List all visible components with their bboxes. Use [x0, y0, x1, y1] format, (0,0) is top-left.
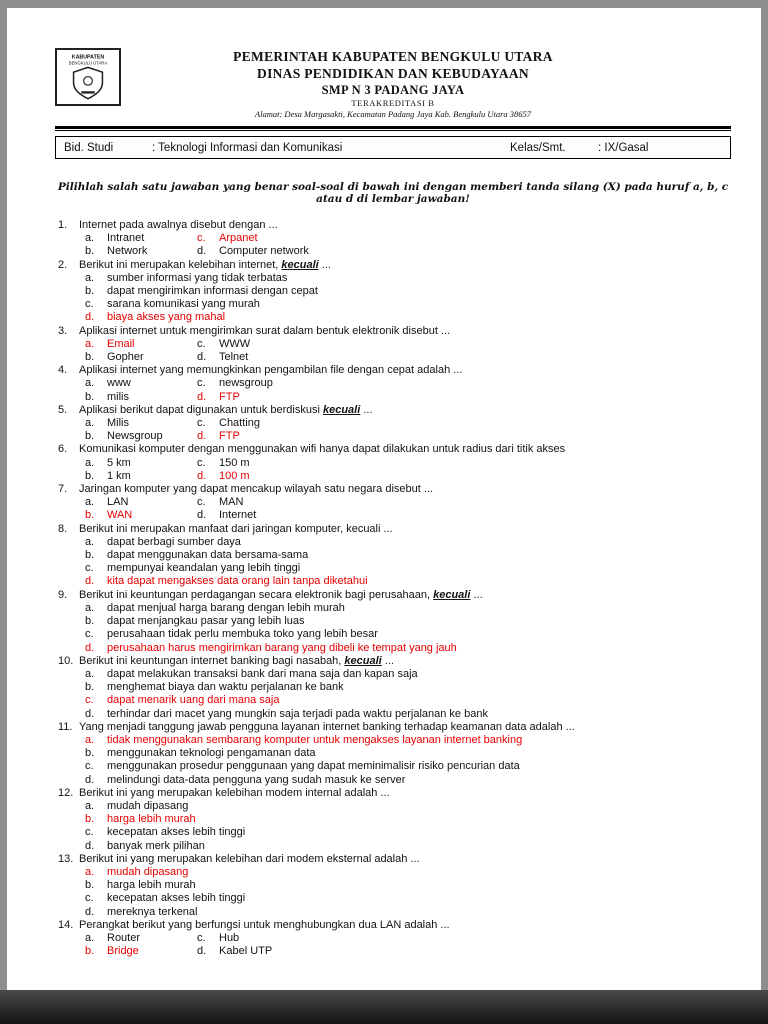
question-body — [79, 483, 731, 523]
option-text: dapat menjual harga barang dengan lebih murah — [107, 601, 345, 614]
option — [85, 417, 197, 430]
option — [85, 457, 197, 470]
question — [55, 853, 731, 919]
option-text: Hub — [219, 931, 240, 944]
question-body — [79, 219, 731, 259]
option-text: Email — [107, 337, 135, 350]
letterhead-school-name: SMP N 3 PADANG JAYA — [321, 83, 465, 97]
option-label: a. — [85, 733, 95, 746]
options — [79, 272, 731, 325]
option-label: b. — [85, 615, 95, 628]
option — [79, 747, 731, 760]
question — [55, 259, 731, 325]
question — [55, 483, 731, 523]
option-answer — [197, 391, 731, 404]
option — [79, 826, 731, 839]
option-answer — [85, 945, 197, 958]
question — [55, 443, 731, 483]
option-text: MAN — [219, 496, 244, 509]
options — [79, 377, 731, 403]
options — [79, 668, 731, 721]
option-text: Milis — [107, 417, 129, 430]
question-number: 5. — [58, 403, 68, 416]
option-answer — [79, 642, 731, 655]
option — [79, 602, 731, 615]
option — [197, 457, 731, 470]
option-text: dapat mengirimkan informasi dengan cepat — [107, 285, 318, 298]
question — [55, 919, 731, 959]
question-number: 9. — [58, 588, 68, 601]
letterhead — [55, 48, 731, 120]
logo-text-top: KABUPATEN — [71, 54, 105, 61]
option-text: mudah dipasang — [107, 799, 189, 812]
option-answer — [79, 734, 731, 747]
option-text: milis — [107, 390, 129, 403]
option — [197, 338, 731, 351]
options — [79, 232, 731, 258]
option-text: Arpanet — [219, 232, 258, 245]
question — [55, 589, 731, 655]
subject-value: : Teknologi Informasi dan Komunikasi — [152, 141, 343, 154]
question-number: 13. — [58, 852, 74, 865]
exam-info-bar — [55, 136, 731, 159]
options — [79, 417, 731, 443]
option-label: d. — [197, 245, 207, 258]
option — [79, 708, 731, 721]
viewer-bottom-band — [0, 990, 768, 1024]
question-body — [79, 364, 731, 404]
option-text: Chatting — [219, 417, 260, 430]
question-text-segment: Perangkat berikut yang berfungsi untuk menghubungkan dua LAN adalah ... — [79, 918, 450, 931]
option-label: b. — [85, 245, 95, 258]
option-label: c. — [197, 456, 206, 469]
question-text-segment: Yang menjadi tanggung jawab pengguna layanan internet banking terhadap keamanan data adalah ... — [79, 720, 575, 733]
options — [79, 800, 731, 853]
question-body — [79, 404, 731, 444]
option-label: b. — [85, 549, 95, 562]
option-text: mempunyai keandalan yang lebih tinggi — [107, 562, 301, 575]
option — [197, 377, 731, 390]
option-label: d. — [85, 575, 95, 588]
options — [79, 734, 731, 787]
option-text: tidak menggunakan sembarang komputer untuk mengakses layanan internet banking — [107, 733, 523, 746]
option-text: melindungi data-data pengguna yang sudah masuk ke server — [107, 773, 406, 786]
question — [55, 655, 731, 721]
options — [79, 496, 731, 522]
class-value: : IX/Gasal — [598, 141, 649, 154]
option-label: c. — [197, 232, 206, 245]
option-text: 150 m — [219, 456, 250, 469]
option — [197, 509, 731, 522]
option-label: b. — [85, 813, 95, 826]
question-text-segment: Berikut ini keuntungan perdagangan secara elektronik bagi perusahaan, — [79, 588, 434, 601]
option-text: kecepatan akses lebih tinggi — [107, 892, 246, 905]
option-label: a. — [85, 496, 95, 509]
question — [55, 404, 731, 444]
option-answer — [85, 338, 197, 351]
option-text: Telnet — [219, 351, 249, 364]
option-label: b. — [85, 681, 95, 694]
option-label: c. — [197, 337, 206, 350]
option — [79, 285, 731, 298]
question-number: 7. — [58, 483, 68, 496]
option-label: d. — [85, 707, 95, 720]
option-label: c. — [85, 298, 94, 311]
option-label: a. — [85, 456, 95, 469]
question-body — [79, 325, 731, 365]
option — [79, 628, 731, 641]
option — [197, 245, 731, 258]
option-text: 1 km — [107, 469, 131, 482]
question-text — [79, 919, 731, 932]
option-label: b. — [85, 945, 95, 958]
school-crest-icon — [59, 51, 117, 103]
option — [197, 496, 731, 509]
option-label: a. — [85, 535, 95, 548]
option-label: c. — [85, 562, 94, 575]
option — [85, 232, 197, 245]
options — [79, 932, 731, 958]
option-label: c. — [85, 628, 94, 641]
question-text — [79, 259, 731, 272]
option-text: Bridge — [107, 945, 139, 958]
option-label: c. — [85, 694, 94, 707]
option — [79, 800, 731, 813]
option-text: Network — [107, 245, 148, 258]
option-label: a. — [85, 271, 95, 284]
option-text: biaya akses yang mahal — [107, 311, 226, 324]
option-text: harga lebih murah — [107, 813, 196, 826]
option-label: d. — [85, 905, 95, 918]
option-text: terhindar dari macet yang mungkin saja terjadi pada waktu perjalanan ke bank — [107, 707, 488, 720]
question-body — [79, 589, 731, 655]
question-body — [79, 655, 731, 721]
option-label: c. — [197, 931, 206, 944]
option-text: newsgroup — [219, 377, 273, 390]
option-label: b. — [85, 509, 95, 522]
option-label: b. — [85, 747, 95, 760]
question — [55, 721, 731, 787]
question-number: 12. — [58, 786, 74, 799]
option-text: mudah dipasang — [107, 865, 189, 878]
option-text: FTP — [219, 390, 240, 403]
option-text: Kabel UTP — [219, 945, 273, 958]
question-body — [79, 919, 731, 959]
question-text — [79, 787, 731, 800]
option — [79, 536, 731, 549]
option-label: a. — [85, 232, 95, 245]
subject-label: Bid. Studi — [64, 141, 114, 154]
option-label: b. — [85, 285, 95, 298]
option-label: d. — [85, 311, 95, 324]
options — [79, 866, 731, 919]
option-text: dapat menarik uang dari mana saja — [107, 694, 280, 707]
option-label: c. — [197, 496, 206, 509]
letterhead-department: DINAS PENDIDIKAN DAN KEBUDAYAAN — [257, 66, 529, 81]
question-text — [79, 404, 731, 417]
header-rule-thick — [55, 126, 731, 129]
option-label: a. — [85, 337, 95, 350]
question-text — [79, 443, 731, 456]
option-answer — [79, 694, 731, 707]
question-body — [79, 523, 731, 589]
question-text-segment: ... — [381, 654, 394, 667]
question-text-emphasis: kecuali — [322, 403, 361, 416]
question-text-segment: Aplikasi internet untuk mengirimkan surat dalam bentuk elektronik disebut ... — [79, 324, 451, 337]
option-label: d. — [197, 509, 207, 522]
question-text-segment: Berikut ini keuntungan internet banking bagi nasabah, — [79, 654, 345, 667]
option-label: d. — [85, 773, 95, 786]
option-label: a. — [85, 377, 95, 390]
option — [85, 377, 197, 390]
question-number: 2. — [58, 258, 68, 271]
question-text-segment: Berikut ini yang merupakan kelebihan dari modem eksternal adalah ... — [79, 852, 420, 865]
option-text: perusahaan harus mengirimkan barang yang dibeli ke tempat yang jauh — [107, 641, 457, 654]
option-text: FTP — [219, 430, 240, 443]
option-text: Internet — [219, 509, 257, 522]
question-body — [79, 259, 731, 325]
option — [79, 906, 731, 919]
question-number: 11. — [58, 720, 73, 733]
letterhead-address: Alamat: Desa Margasakti, Kecamatan Padang Jaya Kab. Bengkulu Utara 38657 — [254, 109, 532, 119]
option-text: sumber informasi yang tidak terbatas — [107, 271, 288, 284]
options — [79, 536, 731, 589]
option-label: d. — [197, 945, 207, 958]
option-text: LAN — [107, 496, 129, 509]
option — [79, 615, 731, 628]
option-answer — [197, 430, 731, 443]
question-text-emphasis: kecuali — [281, 258, 319, 271]
option-text: menggunakan prosedur penggunaan yang dapat meminimalisir risiko pencurian data — [107, 760, 520, 773]
option-answer — [79, 813, 731, 826]
option-text: www — [107, 377, 131, 390]
option-label: c. — [197, 377, 206, 390]
question-text — [79, 523, 731, 536]
option-text: Computer network — [219, 245, 309, 258]
question-number: 10. — [58, 654, 74, 667]
option — [85, 470, 197, 483]
question-number: 3. — [58, 324, 68, 337]
option-text: Router — [107, 931, 141, 944]
option-answer — [197, 232, 731, 245]
question — [55, 523, 731, 589]
header-rule-thin — [55, 130, 731, 131]
option-label: a. — [85, 799, 95, 812]
option-text: harga lebih murah — [107, 879, 196, 892]
option — [79, 272, 731, 285]
option-answer — [79, 866, 731, 879]
option-label: c. — [197, 417, 206, 430]
option — [85, 430, 197, 443]
question-text-segment: ... — [360, 403, 373, 416]
option-label: d. — [85, 839, 95, 852]
option-text: kecepatan akses lebih tinggi — [107, 826, 246, 839]
option-label: b. — [85, 351, 95, 364]
question-number: 1. — [58, 219, 68, 231]
question — [55, 219, 731, 259]
option — [85, 351, 197, 364]
option-label: c. — [85, 826, 94, 839]
option — [79, 892, 731, 905]
question — [55, 364, 731, 404]
question-text-emphasis: kecuali — [344, 654, 382, 667]
option — [85, 496, 197, 509]
option — [197, 417, 731, 430]
letterhead-government: PEMERINTAH KABUPATEN BENGKULU UTARA — [233, 49, 553, 64]
option — [79, 562, 731, 575]
option-label: a. — [85, 931, 95, 944]
option-answer — [197, 470, 731, 483]
option-text: dapat menjangkau pasar yang lebih luas — [107, 615, 305, 628]
question-text-segment: Berikut ini merupakan kelebihan internet, — [79, 258, 282, 271]
option-text: WAN — [107, 509, 133, 522]
option-label: c. — [85, 892, 94, 905]
option-label: d. — [197, 351, 207, 364]
page-content — [7, 8, 761, 958]
option-text: 5 km — [107, 456, 131, 469]
exam-instruction: Pilihlah salah satu jawaban yang benar soal-soal di bawah ini dengan memberi tanda silang (X) pada huruf a, b, c atau d di lembar jawaban! — [57, 181, 729, 205]
option — [79, 668, 731, 681]
question — [55, 325, 731, 365]
question-body — [79, 443, 731, 483]
option-label: a. — [85, 417, 95, 430]
question-text — [79, 325, 731, 338]
option-label: a. — [85, 667, 95, 680]
question-text — [79, 219, 731, 232]
question-number: 4. — [58, 364, 68, 377]
option-text: dapat menggunakan data bersama-sama — [107, 549, 309, 562]
option — [197, 945, 731, 958]
option-label: d. — [197, 390, 207, 403]
question-text-segment: Internet pada awalnya disebut dengan ... — [79, 219, 278, 231]
options — [79, 457, 731, 483]
option-answer — [79, 311, 731, 324]
option-text: Intranet — [107, 232, 145, 245]
question-text — [79, 364, 731, 377]
question-text — [79, 721, 731, 734]
question-body — [79, 787, 731, 853]
class-label: Kelas/Smt. — [510, 141, 566, 154]
option-text: WWW — [219, 337, 251, 350]
question-text-segment: ... — [318, 258, 331, 271]
option-text: banyak merk pilihan — [107, 839, 205, 852]
option-text: 100 m — [219, 469, 250, 482]
option-label: b. — [85, 390, 95, 403]
option-text: Newsgroup — [107, 430, 163, 443]
option — [85, 391, 197, 404]
letterhead-accreditation: TERAKREDITASI B — [351, 98, 435, 108]
option-text: dapat melakukan transaksi bank dari mana saja dan kapan saja — [107, 667, 418, 680]
question-number: 8. — [58, 522, 68, 535]
option — [79, 681, 731, 694]
option — [79, 879, 731, 892]
option-text: mereknya terkenal — [107, 905, 198, 918]
option — [79, 549, 731, 562]
question-text — [79, 655, 731, 668]
option-label: a. — [85, 865, 95, 878]
question-body — [79, 721, 731, 787]
question — [55, 787, 731, 853]
questions — [55, 219, 731, 958]
option-answer — [85, 509, 197, 522]
document-page — [7, 8, 761, 990]
logo-text-bottom: BENGKULU UTARA — [68, 60, 108, 66]
question-text-segment: Jaringan komputer yang dapat mencakup wilayah satu negara disebut ... — [79, 483, 434, 496]
question-text — [79, 589, 731, 602]
option-text: sarana komunikasi yang murah — [107, 298, 260, 311]
options — [79, 338, 731, 364]
question-text-segment: Aplikasi internet yang memungkinkan pengambilan file dengan cepat adalah ... — [79, 364, 463, 377]
option-label: c. — [85, 760, 94, 773]
question-text — [79, 853, 731, 866]
option-text: perusahaan tidak perlu membuka toko yang lebih besar — [107, 628, 378, 641]
option — [79, 774, 731, 787]
option — [85, 932, 197, 945]
option-text: menggunakan teknologi pengamanan data — [107, 747, 316, 760]
question-number: 6. — [58, 443, 68, 456]
question-number: 14. — [58, 918, 74, 931]
option-label: d. — [197, 469, 207, 482]
option-text: kita dapat mengakses data orang lain tanpa diketahui — [107, 575, 368, 588]
option-label: b. — [85, 879, 95, 892]
option — [79, 298, 731, 311]
question-text-segment: Berikut ini yang merupakan kelebihan modem internal adalah ... — [79, 786, 390, 799]
option-answer — [79, 575, 731, 588]
option-text: dapat berbagi sumber daya — [107, 535, 241, 548]
option — [79, 840, 731, 853]
option-label: d. — [197, 430, 207, 443]
question-body — [79, 853, 731, 919]
question-text-segment: Berikut ini merupakan manfaat dari jaringan komputer, kecuali ... — [79, 522, 393, 535]
option — [197, 932, 731, 945]
school-logo — [55, 48, 121, 106]
option — [79, 760, 731, 773]
question-text-segment: ... — [470, 588, 483, 601]
question-text-segment: Komunikasi komputer dengan menggunakan wifi hanya dapat dilakukan untuk radius dari titik akses — [79, 443, 566, 456]
option-text: menghemat biaya dan waktu perjalanan ke bank — [107, 681, 344, 694]
option-label: b. — [85, 430, 95, 443]
option-label: b. — [85, 469, 95, 482]
option-label: d. — [85, 641, 95, 654]
question-text-emphasis: kecuali — [433, 588, 471, 601]
option-label: a. — [85, 601, 95, 614]
option — [85, 245, 197, 258]
question-text-segment: Aplikasi berikut dapat digunakan untuk berdiskusi — [79, 403, 323, 416]
question-text — [79, 483, 731, 496]
option-text: Gopher — [107, 351, 144, 364]
options — [79, 602, 731, 655]
option — [197, 351, 731, 364]
